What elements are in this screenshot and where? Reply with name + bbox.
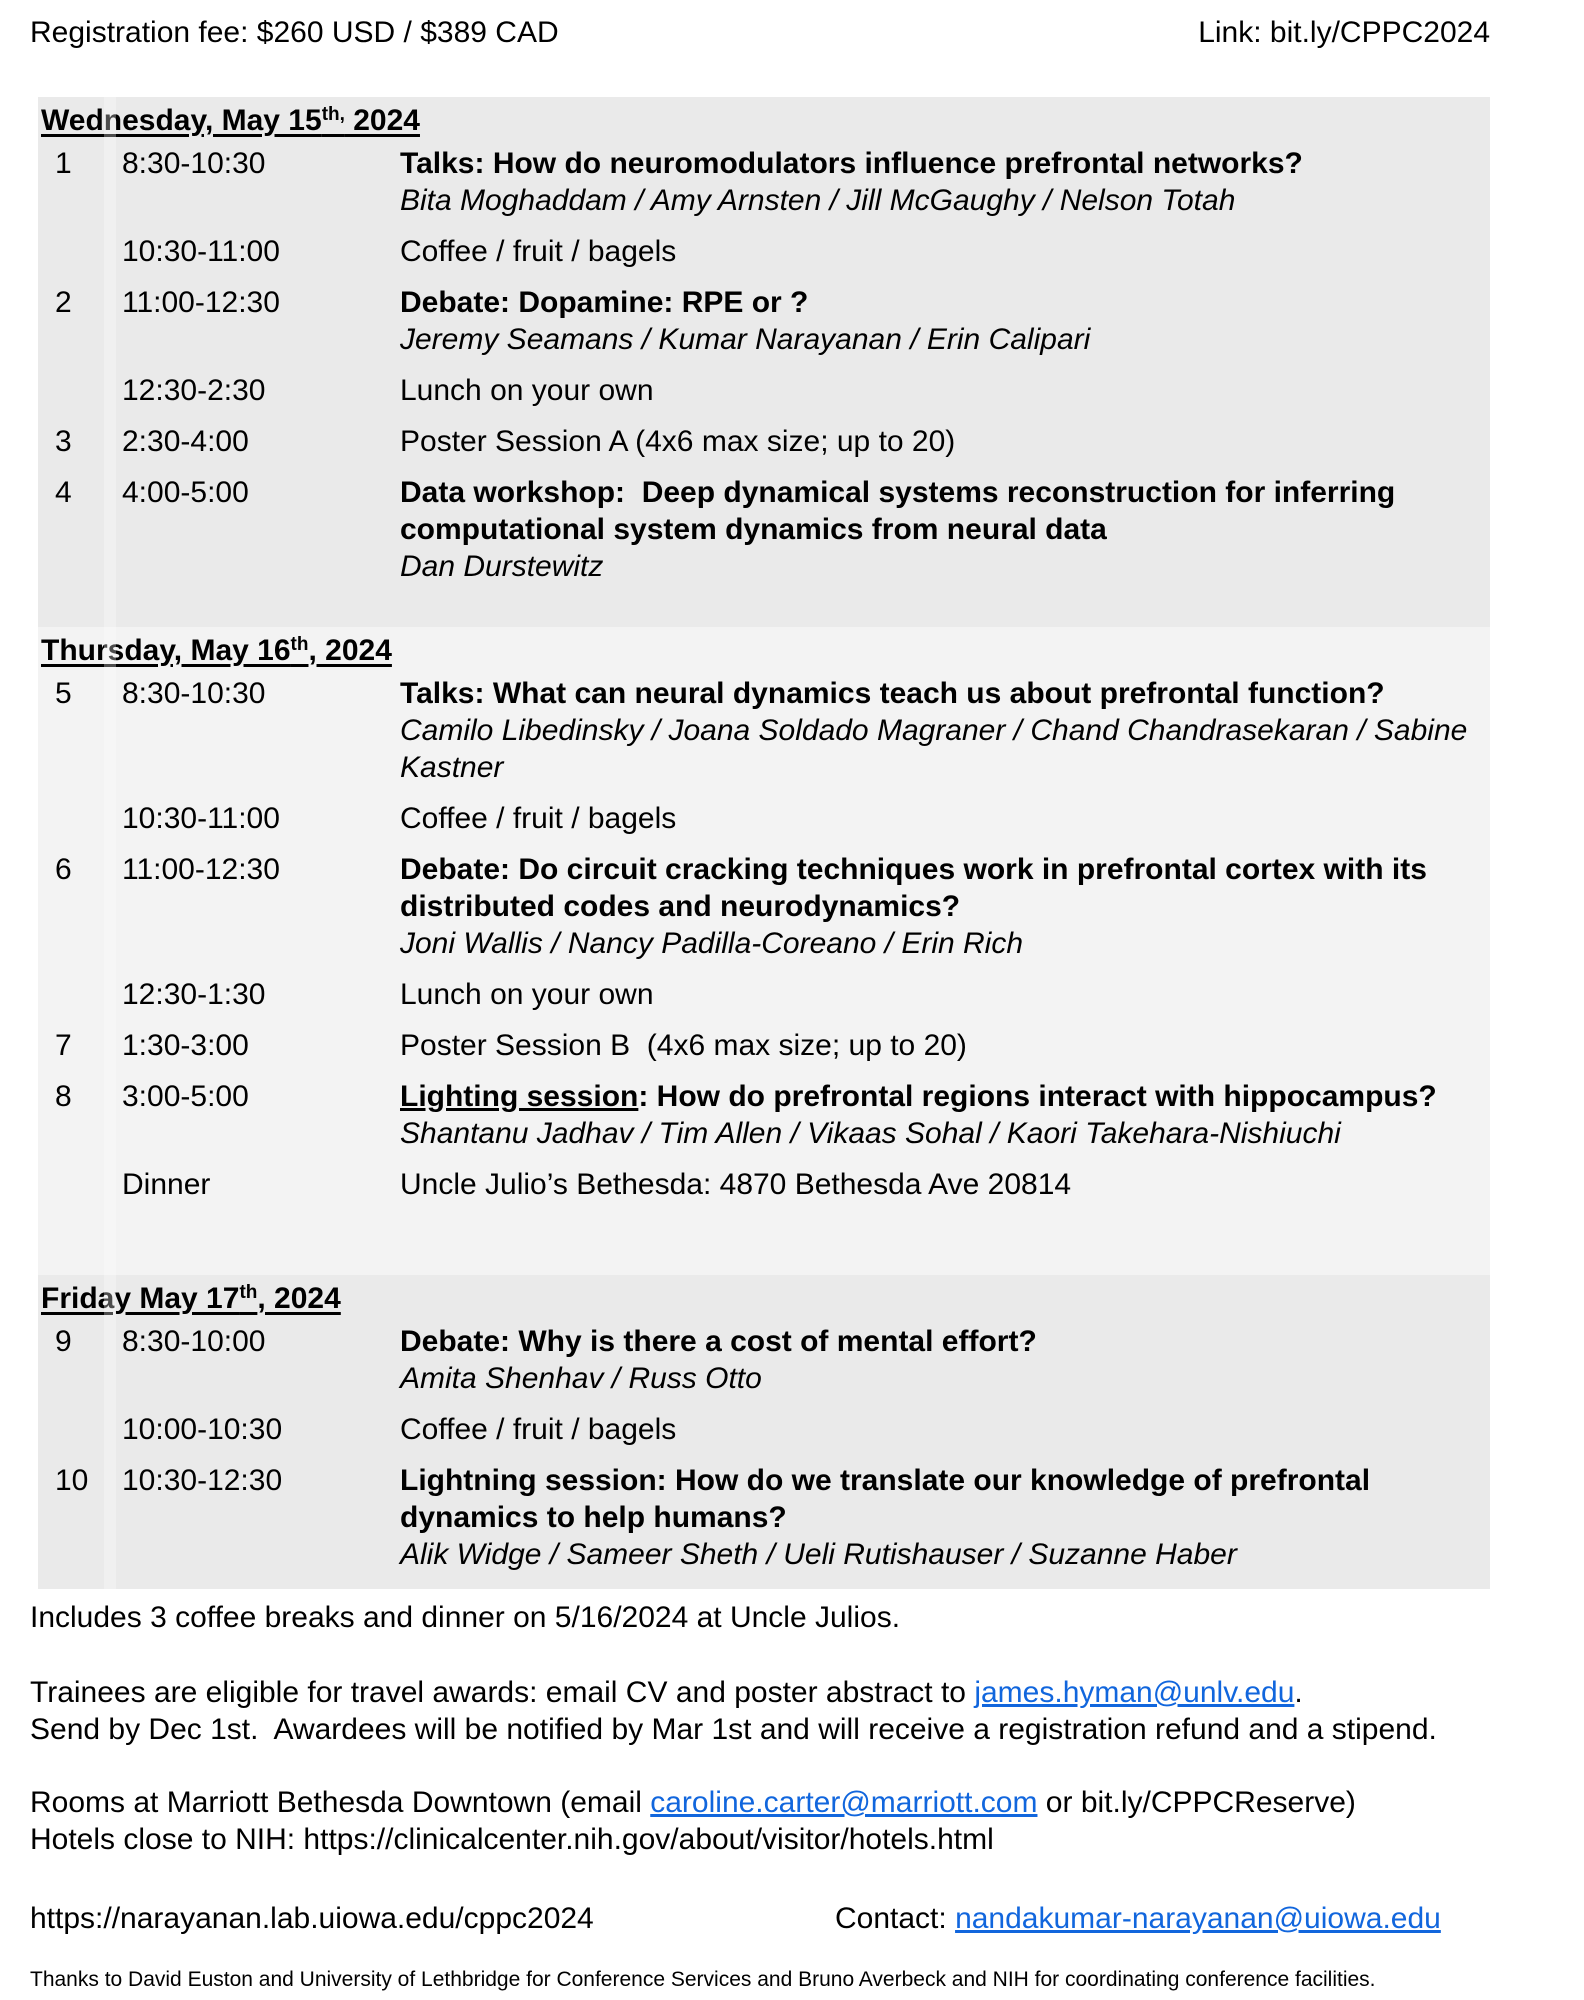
session-speakers: Jeremy Seamans / Kumar Narayanan / Erin Calipari: [400, 323, 1091, 356]
session-number: 3: [55, 425, 72, 458]
session-description: [400, 1323, 1490, 1397]
session-title: [400, 1462, 1490, 1536]
session-number: 7: [55, 1029, 72, 1062]
session-time: 1:30-3:00: [122, 1029, 249, 1062]
session-activity: Poster Session B (4x6 max size; up to 20): [400, 1029, 967, 1062]
session-speakers: Joni Wallis / Nancy Padilla-Coreano / Erin Rich: [400, 927, 1024, 960]
session-number: [38, 800, 122, 837]
schedule-row: [38, 423, 1490, 460]
session-title: [400, 1323, 1490, 1360]
session-description: [400, 976, 1490, 1013]
day-heading-date: Friday May 17: [41, 1282, 240, 1315]
session-number: 5: [55, 677, 72, 710]
session-title: [400, 675, 1490, 712]
day-heading-ordinal: th: [239, 1282, 258, 1303]
acknowledgements-text: Thanks to David Euston and University of Lethbridge for Conference Services and Bruno Averbeck and NIH for coordinating conference facilities.: [30, 1968, 1376, 1991]
schedule-row: [38, 976, 1490, 1013]
session-description: [400, 851, 1490, 962]
session-description: [400, 675, 1490, 786]
session-time: 12:30-2:30: [122, 374, 266, 407]
travel-awards-period: .: [1294, 1676, 1303, 1709]
session-title: [400, 1078, 1490, 1115]
session-description: [400, 145, 1490, 219]
session-number: [38, 372, 122, 409]
session-title-text: Talks: What can neural dynamics teach us about prefrontal function?: [400, 677, 1385, 710]
session-speakers: Dan Durstewitz: [400, 550, 604, 583]
session-title: [400, 284, 1490, 321]
session-description: [400, 372, 1490, 409]
rooms-text: Rooms at Marriott Bethesda Downtown (email: [30, 1786, 651, 1819]
schedule-row: [38, 1166, 1490, 1203]
day-heading-date: Wednesday, May 15: [41, 104, 322, 137]
session-activity: Lunch on your own: [400, 374, 654, 407]
day-heading-date: Thursday, May 16: [41, 634, 291, 667]
schedule-row: [38, 1411, 1490, 1448]
session-time: 11:00-12:30: [122, 286, 280, 319]
session-description: [400, 1078, 1490, 1152]
day-heading-text: [41, 104, 420, 137]
session-description: [400, 284, 1490, 358]
registration-link-text: Link: bit.ly/CPPC2024: [1198, 16, 1490, 49]
session-time: 2:30-4:00: [122, 425, 249, 458]
day-block-wednesday: [38, 97, 1490, 627]
schedule-row: [38, 1027, 1490, 1064]
session-description: [400, 800, 1490, 837]
session-time: 11:00-12:30: [122, 853, 280, 886]
rooms-text-tail: or bit.ly/CPPCReserve): [1037, 1786, 1356, 1819]
session-activity: Coffee / fruit / bagels: [400, 802, 677, 835]
contact-line: [835, 1900, 1441, 1937]
session-time: 12:30-1:30: [122, 978, 266, 1011]
contact-email-link[interactable]: nandakumar-narayanan@uiowa.edu: [955, 1902, 1441, 1935]
day-heading-ordinal: th,: [321, 104, 345, 125]
session-title: [400, 145, 1490, 182]
contact-label: Contact:: [835, 1902, 956, 1935]
day-heading-text: [41, 634, 392, 667]
session-description: [400, 233, 1490, 270]
schedule-row: [38, 284, 1490, 358]
day-block-friday: [38, 1275, 1490, 1589]
session-time: 10:30-11:00: [122, 235, 280, 268]
session-number: [38, 233, 122, 270]
session-time: 3:00-5:00: [122, 1080, 249, 1113]
session-title-underlined: Lighting session: [400, 1080, 639, 1113]
session-time: 10:30-11:00: [122, 802, 280, 835]
schedule-row: [38, 675, 1490, 786]
schedule-days: [30, 97, 1490, 1589]
session-title-text: : How do prefrontal regions interact with hippocampus?: [638, 1080, 1437, 1113]
session-number: 4: [55, 476, 72, 509]
session-time: 4:00-5:00: [122, 476, 249, 509]
day-heading-year: , 2024: [308, 634, 392, 667]
session-activity: Lunch on your own: [400, 978, 654, 1011]
hotels-line: Hotels close to NIH: https://clinicalcenter.nih.gov/about/visitor/hotels.html: [30, 1823, 994, 1856]
session-activity: Poster Session A (4x6 max size; up to 20): [400, 425, 956, 458]
session-speakers: Camilo Libedinsky / Joana Soldado Magraner / Chand Chandrasekaran / Sabine Kastner: [400, 714, 1476, 784]
session-time: 10:00-10:30: [122, 1413, 283, 1446]
session-number: 2: [55, 286, 72, 319]
session-description: [400, 1462, 1490, 1573]
travel-awards-paragraph: [30, 1674, 1490, 1748]
header-row: [30, 14, 1490, 51]
session-number: 1: [55, 147, 72, 180]
travel-award-email-link[interactable]: james.hyman@unlv.edu: [974, 1676, 1295, 1709]
schedule-row: [38, 1323, 1490, 1397]
session-activity: Coffee / fruit / bagels: [400, 235, 677, 268]
schedule-row: [38, 1078, 1490, 1152]
day-heading-wednesday: [41, 102, 1490, 139]
session-title-text: Lightning session: How do we translate our knowledge of prefrontal dynamics to help humans?: [400, 1464, 1379, 1534]
session-title-text: Debate: Why is there a cost of mental effort?: [400, 1325, 1037, 1358]
schedule-row: [38, 233, 1490, 270]
day-block-thursday: [38, 627, 1490, 1275]
session-title-text: Debate: Dopamine: RPE or ?: [400, 286, 809, 319]
session-speakers: Bita Moghaddam / Amy Arnsten / Jill McGaughy / Nelson Totah: [400, 184, 1236, 217]
session-speakers: Amita Shenhav / Russ Otto: [400, 1362, 762, 1395]
schedule-row: [38, 800, 1490, 837]
travel-awards-text: Trainees are eligible for travel awards: email CV and poster abstract to: [30, 1676, 975, 1709]
day-heading-thursday: [41, 632, 1490, 669]
session-time: 8:30-10:00: [122, 1325, 266, 1358]
session-number: [38, 1166, 122, 1203]
day-heading-ordinal: th: [290, 634, 309, 655]
travel-awards-line2: Send by Dec 1st. Awardees will be notified by Mar 1st and will receive a registration refund and a stipend.: [30, 1713, 1437, 1746]
rooms-line: [30, 1784, 1490, 1821]
session-title-text: Data workshop: Deep dynamical systems reconstruction for inferring computational system dynamics from neural data: [400, 476, 1404, 546]
session-speakers: Shantanu Jadhav / Tim Allen / Vikaas Sohal / Kaori Takehara-Nishiuchi: [400, 1117, 1341, 1150]
schedule-row: [38, 1462, 1490, 1573]
schedule-row: [38, 851, 1490, 962]
session-number: 10: [55, 1464, 89, 1497]
session-time: Dinner: [122, 1168, 211, 1201]
session-description: [400, 1027, 1490, 1064]
session-title: [400, 851, 1490, 925]
session-number: 9: [55, 1325, 72, 1358]
session-activity: Coffee / fruit / bagels: [400, 1413, 677, 1446]
session-description: [400, 423, 1490, 460]
session-description: [400, 1166, 1490, 1203]
session-title-text: Talks: How do neuromodulators influence prefrontal networks?: [400, 147, 1303, 180]
includes-note: Includes 3 coffee breaks and dinner on 5/16/2024 at Uncle Julios.: [30, 1601, 901, 1634]
registration-fee-text: Registration fee: $260 USD / $389 CAD: [30, 16, 559, 49]
session-description: [400, 474, 1490, 585]
session-description: [400, 1411, 1490, 1448]
session-number: 8: [55, 1080, 72, 1113]
marriott-email-link[interactable]: caroline.carter@marriott.com: [650, 1786, 1038, 1819]
day-heading-text: [41, 1282, 341, 1315]
lodging-paragraph: [30, 1784, 1490, 1858]
session-number: 6: [55, 853, 72, 886]
site-contact-row: [30, 1900, 1490, 1937]
session-title: [400, 474, 1490, 548]
travel-awards-line1: [30, 1674, 1490, 1711]
session-title-text: Debate: Do circuit cracking techniques work in prefrontal cortex with its distributed codes and neurodynamics?: [400, 853, 1436, 923]
session-time: 8:30-10:30: [122, 677, 266, 710]
session-time: 10:30-12:30: [122, 1464, 283, 1497]
session-time: 8:30-10:30: [122, 147, 266, 180]
day-heading-year: 2024: [344, 104, 420, 137]
schedule-row: [38, 474, 1490, 585]
schedule-row: [38, 145, 1490, 219]
session-activity: Uncle Julio’s Bethesda: 4870 Bethesda Ave 20814: [400, 1168, 1072, 1201]
schedule-row: [38, 372, 1490, 409]
conference-website-url: https://narayanan.lab.uiowa.edu/cppc2024: [30, 1902, 594, 1935]
session-number: [38, 1411, 122, 1448]
session-number: [38, 976, 122, 1013]
session-speakers: Alik Widge / Sameer Sheth / Ueli Rutishauser / Suzanne Haber: [400, 1538, 1237, 1571]
day-heading-year: , 2024: [257, 1282, 341, 1315]
day-heading-friday: [41, 1280, 1490, 1317]
